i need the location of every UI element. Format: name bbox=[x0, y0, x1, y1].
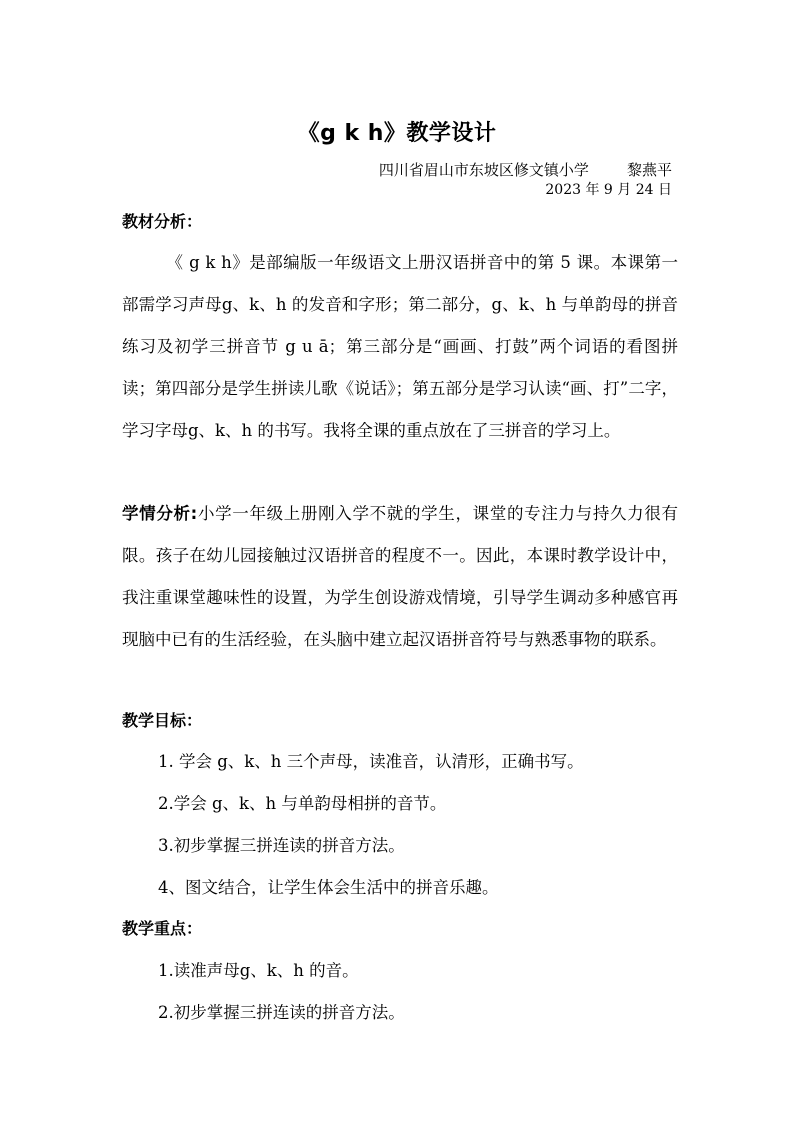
material-analysis-text: 《 g k h》是部编版一年级语文上册汉语拼音中的第 5 课。本课第一部需学习声母g、k、h 的发音和字形；第二部分，g、k、h 与单韵母的拼音练习及初学三拼音节 g u ā；第三部分是“画画、打鼓”两个词语的看图拼读；第四部分是学生拼读儿歌《说话》；第五部分是学习认读“画、打”二字，学习字母g、k、h 的书写。我将全课的重点放在了三拼音的学习上。 bbox=[122, 253, 678, 440]
key-point-item: 1.读准声母g、k、h 的音。 bbox=[158, 961, 359, 980]
learner-analysis-text: 小学一年级上册刚入学不就的学生，课堂的专注力与持久力很有限。孩子在幼儿园接触过汉语拼音的程度不一。因此，本课时教学设计中，我注重课堂趣味性的设置，为学生创设游戏情境，引导学生调动多种感官再现脑中已有的生活经验，在头脑中建立起汉语拼音符号与熟悉事物的联系。 bbox=[122, 504, 678, 649]
learner-analysis-paragraph bbox=[122, 493, 678, 661]
material-analysis-heading: 教材分析： bbox=[122, 212, 203, 231]
learner-analysis-heading: 学情分析: bbox=[122, 504, 198, 523]
key-point-item: 2.初步掌握三拼连读的拼音方法。 bbox=[158, 1003, 405, 1022]
date-line: 2023 年 9 月 24 日 bbox=[545, 182, 672, 198]
objectives-heading: 教学目标： bbox=[122, 711, 203, 730]
objective-item: 1. 学会 g、k、h 三个声母，读准音，认清形，正确书写。 bbox=[158, 752, 584, 771]
objective-item: 4、图文结合，让学生体会生活中的拼音乐趣。 bbox=[158, 878, 499, 897]
key-points-heading: 教学重点： bbox=[122, 919, 203, 938]
author-line: 四川省眉山市东坡区修文镇小学 黎燕平 bbox=[378, 161, 672, 179]
objective-item: 3.初步掌握三拼连读的拼音方法。 bbox=[158, 836, 405, 855]
material-analysis-paragraph bbox=[122, 242, 678, 452]
objective-item: 2.学会 g、k、h 与单韵母相拼的音节。 bbox=[158, 794, 447, 813]
document-title: 《g k h》教学设计 bbox=[297, 121, 497, 146]
